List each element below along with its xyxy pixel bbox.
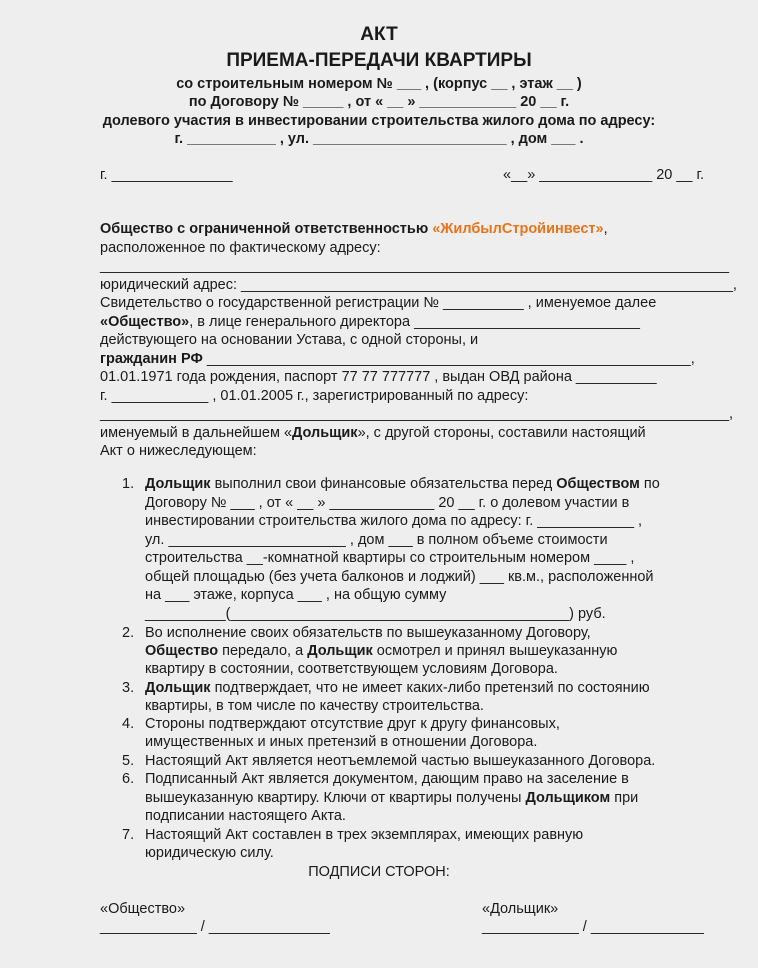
item-line: юридическую силу. — [145, 845, 274, 861]
item-text: выполнил свои финансовые обязательства перед — [210, 476, 557, 492]
shareholder-bold: Дольщик — [145, 680, 211, 696]
intro-line — [100, 314, 640, 330]
item-line: Настоящий Акт является неотъемлемой частью вышеуказанного Договора. — [145, 753, 656, 769]
item-line: на ___ этаже, корпуса ___ , на общую сумму — [145, 587, 447, 603]
item-line: Стороны подтверждают отсутствие друг к другу финансовых, — [145, 716, 560, 732]
item-line: общей площадью (без учета балконов и лоджий) ___ кв.м., расположенной — [145, 569, 654, 585]
intro-line: Свидетельство о государственной регистрации № __________ , именуемое далее — [100, 295, 657, 311]
item-text: при — [610, 790, 639, 806]
intro-text: , в лице генерального директора ____________________________ — [189, 314, 640, 330]
society-bold: Обществом — [556, 476, 640, 492]
intro-line: г. ____________ , 01.01.2005 г., зарегистрированный по адресу: — [100, 388, 529, 404]
item-number: 3. — [122, 680, 135, 696]
shareholder-bold: Дольщик — [145, 476, 211, 492]
shareholder-bold: Дольщик — [307, 643, 373, 659]
item-line: Во исполнение своих обязательств по вышеуказанному Договору, — [145, 625, 591, 641]
item-line: ул. ______________________ , дом ___ в полном объеме стоимости — [145, 532, 608, 548]
doc-title: АКТ — [360, 24, 398, 45]
item-line: Настоящий Акт составлен в трех экземплярах, имеющих равную — [145, 827, 584, 843]
intro-line: Акт о нижеследующем: — [100, 443, 257, 459]
header-line-contract: по Договору № _____ , от « __ » ____________ 20 __ г. — [188, 94, 570, 110]
place-field: г. _______________ — [100, 167, 233, 183]
item-line — [145, 790, 638, 806]
citizen-bold: гражданин РФ — [100, 351, 203, 367]
item-text: вышеуказанную квартиру. Ключи от квартиры получены — [145, 790, 526, 806]
intro-line: расположенное по фактическому адресу: — [100, 240, 381, 256]
intro-line: ______________________________________________________________________________ — [100, 258, 730, 274]
item-text: подтверждает, что не имеет каких-либо претензий по состоянию — [210, 680, 650, 696]
item-line: квартиры, в том числе по качеству строительства. — [145, 698, 484, 714]
intro-line — [100, 351, 695, 367]
item-line: Подписанный Акт является документом, дающим право на заселение в — [145, 771, 629, 787]
item-line — [145, 476, 660, 492]
intro-line: действующего на основании Устава, с одной стороны, и — [100, 332, 479, 348]
item-line: строительства __-комнатной квартиры со строительным номером ____ , — [145, 550, 635, 566]
item-number: 4. — [122, 716, 135, 732]
intro-line-company — [100, 221, 608, 237]
company-name: «ЖилбылСтройинвест» — [432, 221, 604, 237]
intro-text: именуемый в дальнейшем « — [100, 425, 293, 441]
doc-subtitle: ПРИЕМА-ПЕРЕДАЧИ КВАРТИРЫ — [226, 50, 532, 71]
society-bold: «Общество» — [100, 314, 190, 330]
item-line: __________(__________________________________________) руб. — [145, 606, 606, 622]
date-field: «__» ______________ 20 __ г. — [503, 167, 705, 183]
intro-line: 01.01.1971 года рождения, паспорт 77 77 777777 , выдан ОВД района __________ — [100, 369, 657, 385]
item-number: 1. — [122, 476, 135, 492]
item-line: Договору № ___ , от « __ » _____________ 20 __ г. о долевом участии в — [145, 495, 630, 511]
item-line: инвестировании строительства жилого дома по адресу: г. ____________ , — [145, 513, 643, 529]
intro-line: юридический адрес: _____________________________________________________________, — [100, 277, 737, 293]
header-line-apartment: со строительным номером № ___ , (корпус __ , этаж __ ) — [176, 76, 582, 92]
intro-line: ______________________________________________________________________________, — [100, 406, 734, 422]
header-line-purpose: долевого участия в инвестировании строительства жилого дома по адресу: — [102, 113, 656, 129]
item-line — [145, 643, 617, 659]
society-bold: Общество — [145, 643, 219, 659]
item-line — [145, 680, 650, 696]
item-line: подписании настоящего Акта. — [145, 808, 346, 824]
item-number: 7. — [122, 827, 135, 843]
company-suffix: , — [603, 221, 608, 237]
signature-line-society: ____________ / _______________ — [100, 919, 330, 935]
header-line-address: г. ___________ , ул. ________________________ , дом ___ . — [174, 131, 584, 147]
item-number: 6. — [122, 771, 135, 787]
item-line: квартиру в состоянии, соответствующем условиям Договора. — [145, 661, 558, 677]
intro-text: », с другой стороны, составили настоящий — [357, 425, 646, 441]
signatures-heading: ПОДПИСИ СТОРОН: — [308, 864, 450, 880]
item-line: имущественных и иных претензий в отношении Договора. — [145, 734, 538, 750]
item-text: по — [639, 476, 660, 492]
signature-label-society: «Общество» — [100, 901, 186, 917]
intro-text: ____________________________________________________________, — [202, 351, 695, 367]
shareholder-bold: Дольщиком — [525, 790, 611, 806]
item-text: передало, а — [218, 643, 308, 659]
signature-line-shareholder: ____________ / ______________ — [482, 919, 704, 935]
company-prefix: Общество с ограниченной ответственностью — [100, 221, 429, 237]
intro-line — [100, 425, 646, 441]
shareholder-bold: Дольщик — [292, 425, 358, 441]
signature-label-shareholder: «Дольщик» — [482, 901, 559, 917]
item-number: 2. — [122, 625, 135, 641]
item-text: осмотрел и принял вышеуказанную — [372, 643, 618, 659]
item-number: 5. — [122, 753, 135, 769]
